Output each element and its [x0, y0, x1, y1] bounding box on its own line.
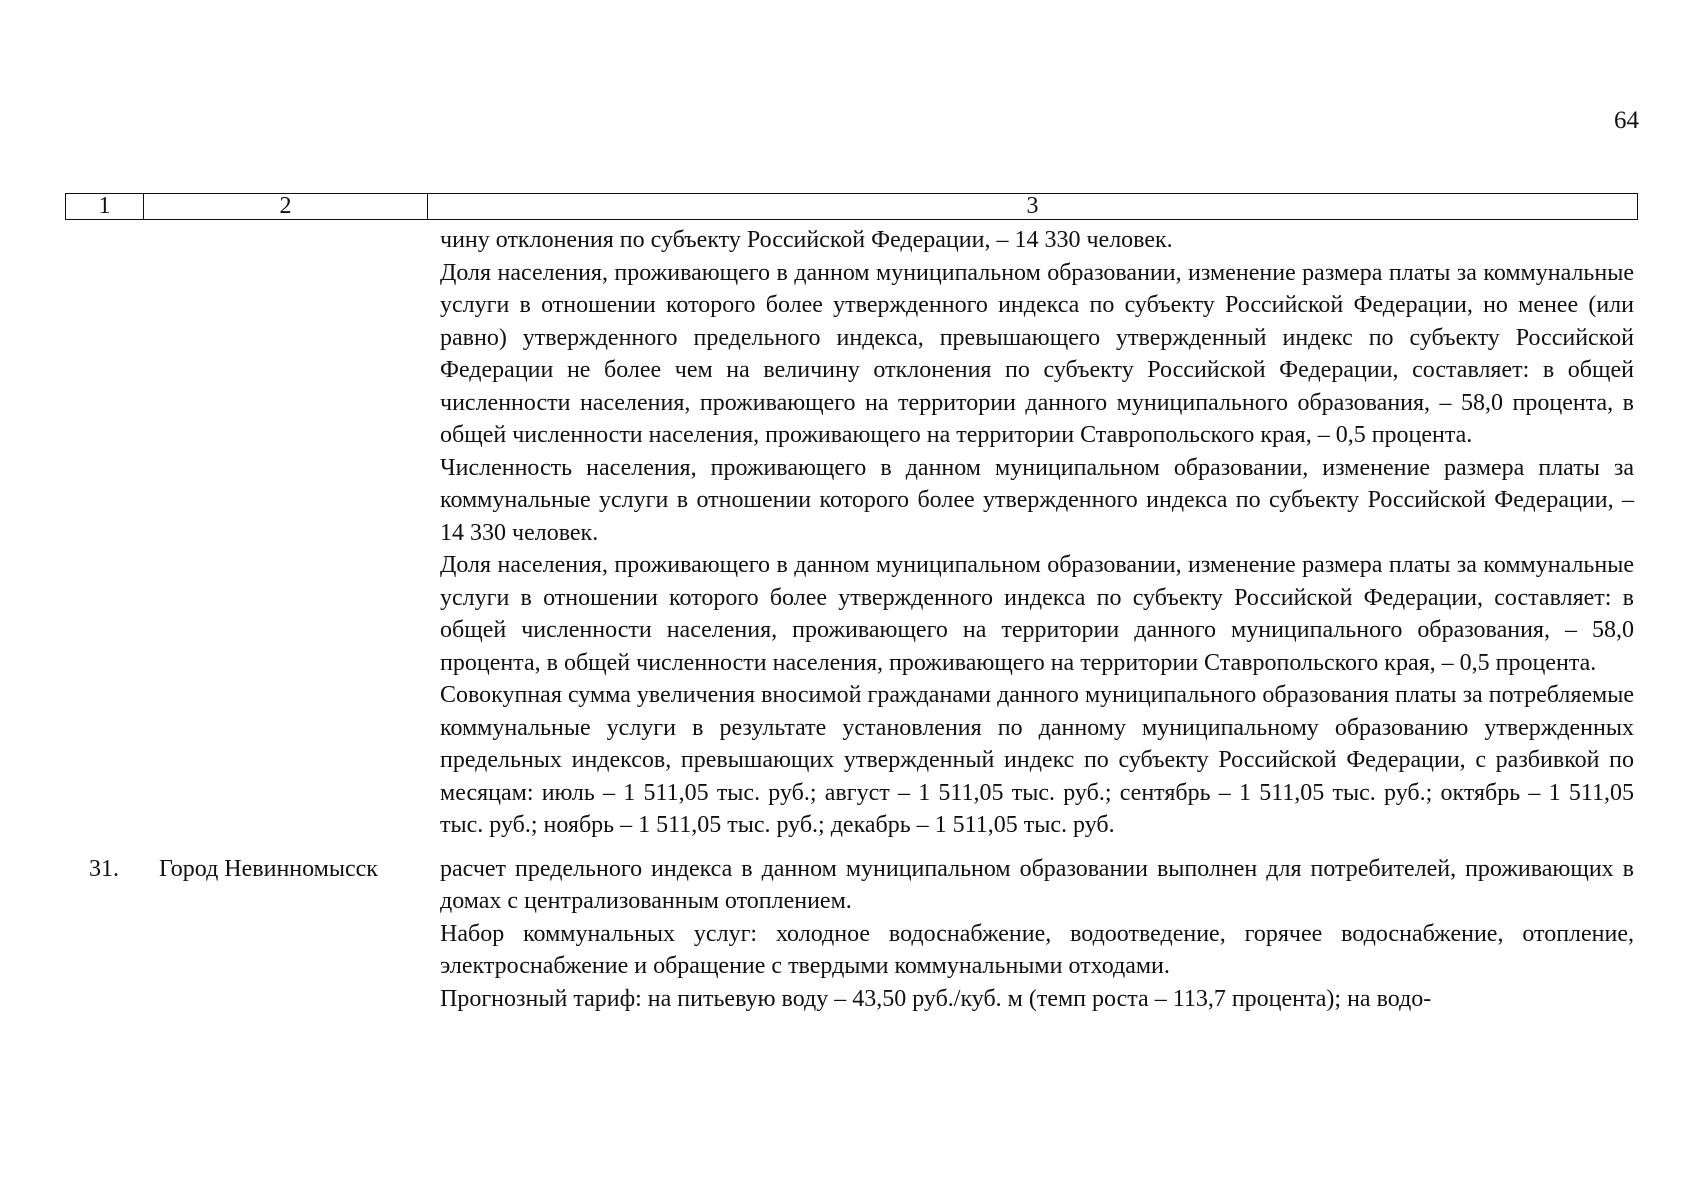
- table-header-col-3: 3: [1026, 193, 1039, 219]
- municipality-name: Город Невинномысск: [159, 855, 378, 882]
- paragraph: Доля населения, проживающего в данном муниципальном образовании, изменение размера платы за коммунальные услуги в отношении которого более утвержденного индекса по субъекту Российской Федерации, составляет: в общей численности населения, проживающего на территории данного муниципального образования, – 58,0 процента, в общей численности населения, проживающего на территории Ставропольского края, – 0,5 процента.: [440, 552, 1634, 676]
- table-row-continued: [65, 224, 1638, 842]
- page-number: 64: [1614, 107, 1639, 134]
- table-row-31: [65, 853, 1638, 1016]
- paragraph: Численность населения, проживающего в данном муниципальном образовании, изменение размера платы за коммунальные услуги в отношении которого более утвержденного индекса по субъекту Российской Федерации, – 14 330 человек.: [440, 454, 1634, 546]
- row-number-cell: [65, 224, 143, 842]
- paragraph: Прогнозный тариф: на питьевую воду – 43,50 руб./куб. м (темп роста – 113,7 процента); на водо-: [440, 985, 1432, 1012]
- row-text-cell: [427, 224, 1638, 842]
- paragraph: чину отклонения по субъекту Российской Федерации, – 14 330 человек.: [440, 227, 1173, 253]
- paragraph: Доля населения, проживающего в данном муниципальном образовании, изменение размера платы за коммунальные услуги в отношении которого более утвержденного индекса по субъекту Российской Федерации, но менее (или равно) утвержденного предельного индекса, превышающего утвержденный индекс по субъекту Российской Федерации не более чем на величину отклонения по субъекту Российской Федерации, составляет: в общей численности населения, проживающего на территории данного муниципального образования, – 58,0 процента, в общей численности населения, проживающего на территории Ставропольского края, – 0,5 процента.: [440, 259, 1634, 448]
- table-header-row: [65, 193, 1638, 220]
- table-header-col-1: 1: [66, 194, 144, 219]
- table-body: [65, 224, 1638, 1015]
- paragraph: расчет предельного индекса в данном муниципальном образовании выполнен для потребителей, проживающих в домах с централизованным отоплением.: [440, 855, 1634, 914]
- row-text-cell: [427, 853, 1638, 1016]
- paragraph: Совокупная сумма увеличения вносимой гражданами данного муниципального образования платы за потребляемые коммунальные услуги в результате установления по данному муниципальному образованию утвержденных предельных индексов, превышающих утвержденный индекс по субъекту Российской Федерации, с разбивкой по месяцам: июль – 1 511,05 тыс. руб.; август – 1 511,05 тыс. руб.; сентябрь – 1 511,05 тыс. руб.; октябрь – 1 511,05 тыс. руб.; ноябрь – 1 511,05 тыс. руб.; декабрь – 1 511,05 тыс. руб.: [440, 682, 1634, 838]
- row-number-cell: 31.: [89, 855, 119, 882]
- row-name-cell: [143, 224, 427, 842]
- paragraph: Набор коммунальных услуг: холодное водоснабжение, водоотведение, горячее водоснабжение, отопление, электроснабжение и обращение с твердыми коммунальными отходами.: [440, 920, 1634, 979]
- table-header-col-2: 2: [144, 194, 428, 219]
